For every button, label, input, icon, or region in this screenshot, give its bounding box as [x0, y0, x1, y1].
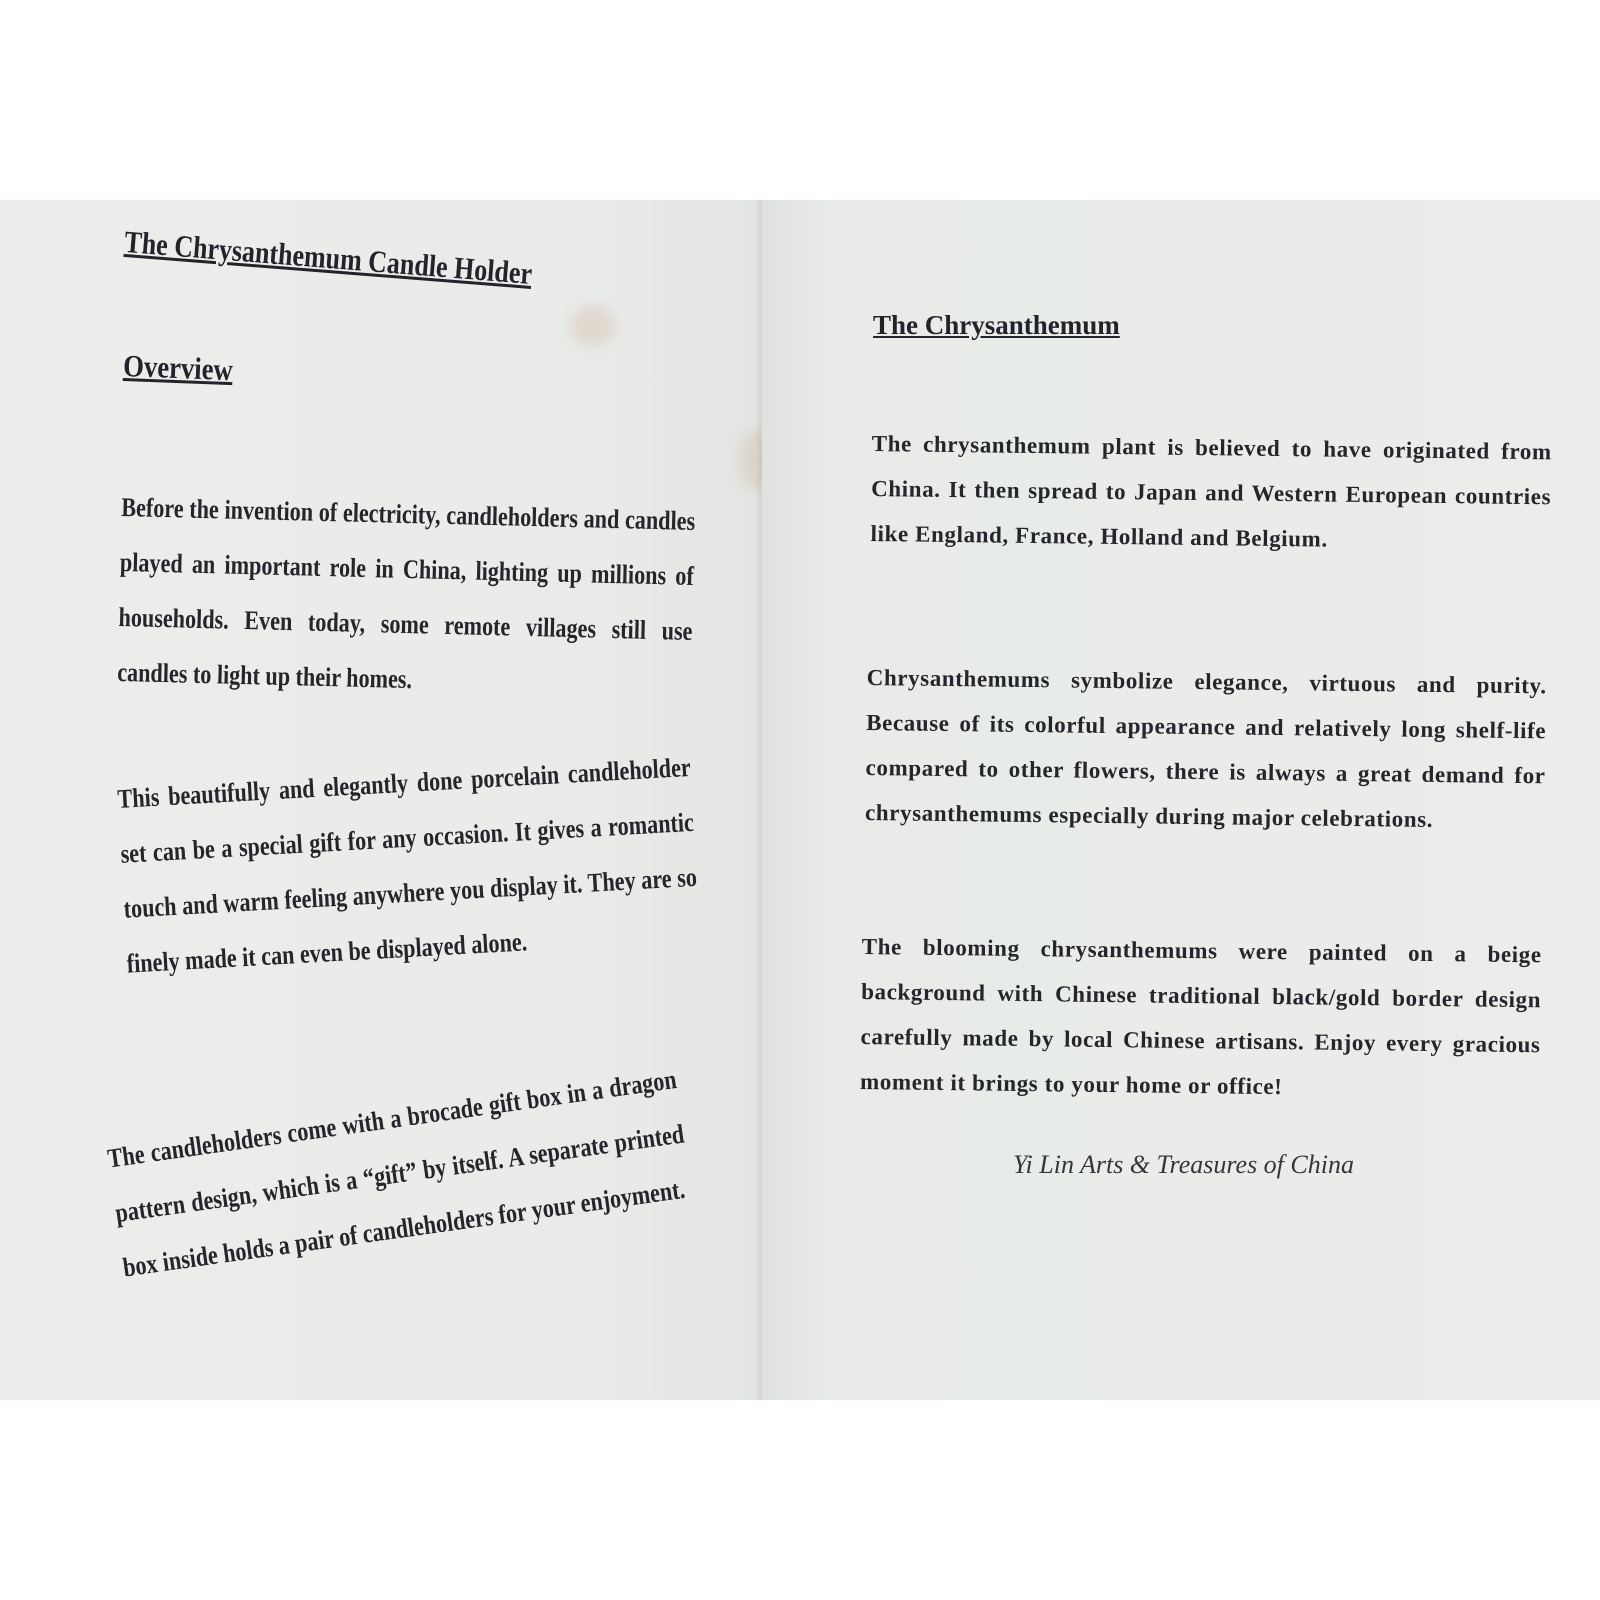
paper-stain [570, 305, 616, 347]
right-paragraph: The chrysanthemum plant is believed to have originated from China. It then spread to Japan and Western European countries like England, France, Holland and Belgium. [870, 430, 1552, 552]
left-page-title: The Chrysanthemum Candle Holder [123, 224, 534, 291]
left-paragraph: This beautifully and elegantly done porcelain candleholder set can be a special gift for any occasion. It gives a romantic touch and warm feeling anywhere you display it. They are so finely made it can even be displayed alone. [116, 751, 698, 979]
company-signature: Yi Lin Arts & Treasures of China [1013, 1150, 1354, 1179]
left-page [0, 200, 762, 1400]
left-paragraph: The candleholders come with a brocade gift box in a dragon pattern design, which is a “gift” by itself. A separate printed box inside holds a pair of candleholders for your enjoyment. [105, 1063, 687, 1283]
right-page-heading: The Chrysanthemum [873, 310, 1120, 340]
right-paragraph: Chrysanthemums symbolize elegance, virtuous and purity. Because of its colorful appearance and relatively long shelf-life compared to other flowers, there is always a great demand for chrysanthemums especially during major celebrations. [864, 664, 1547, 832]
right-paragraph: The blooming chrysanthemums were painted on a beige background with Chinese traditional black/gold border design carefully made by local Chinese artisans. Enjoy every gracious moment it brings to your home or office! [859, 933, 1542, 1100]
left-paragraph: Before the invention of electricity, candleholders and candles played an important role in China, lighting up millions of households. Even today, some remote villages still use candles to light up their homes. [116, 491, 696, 695]
overview-heading: Overview [122, 348, 234, 388]
brochure [0, 200, 1600, 1400]
